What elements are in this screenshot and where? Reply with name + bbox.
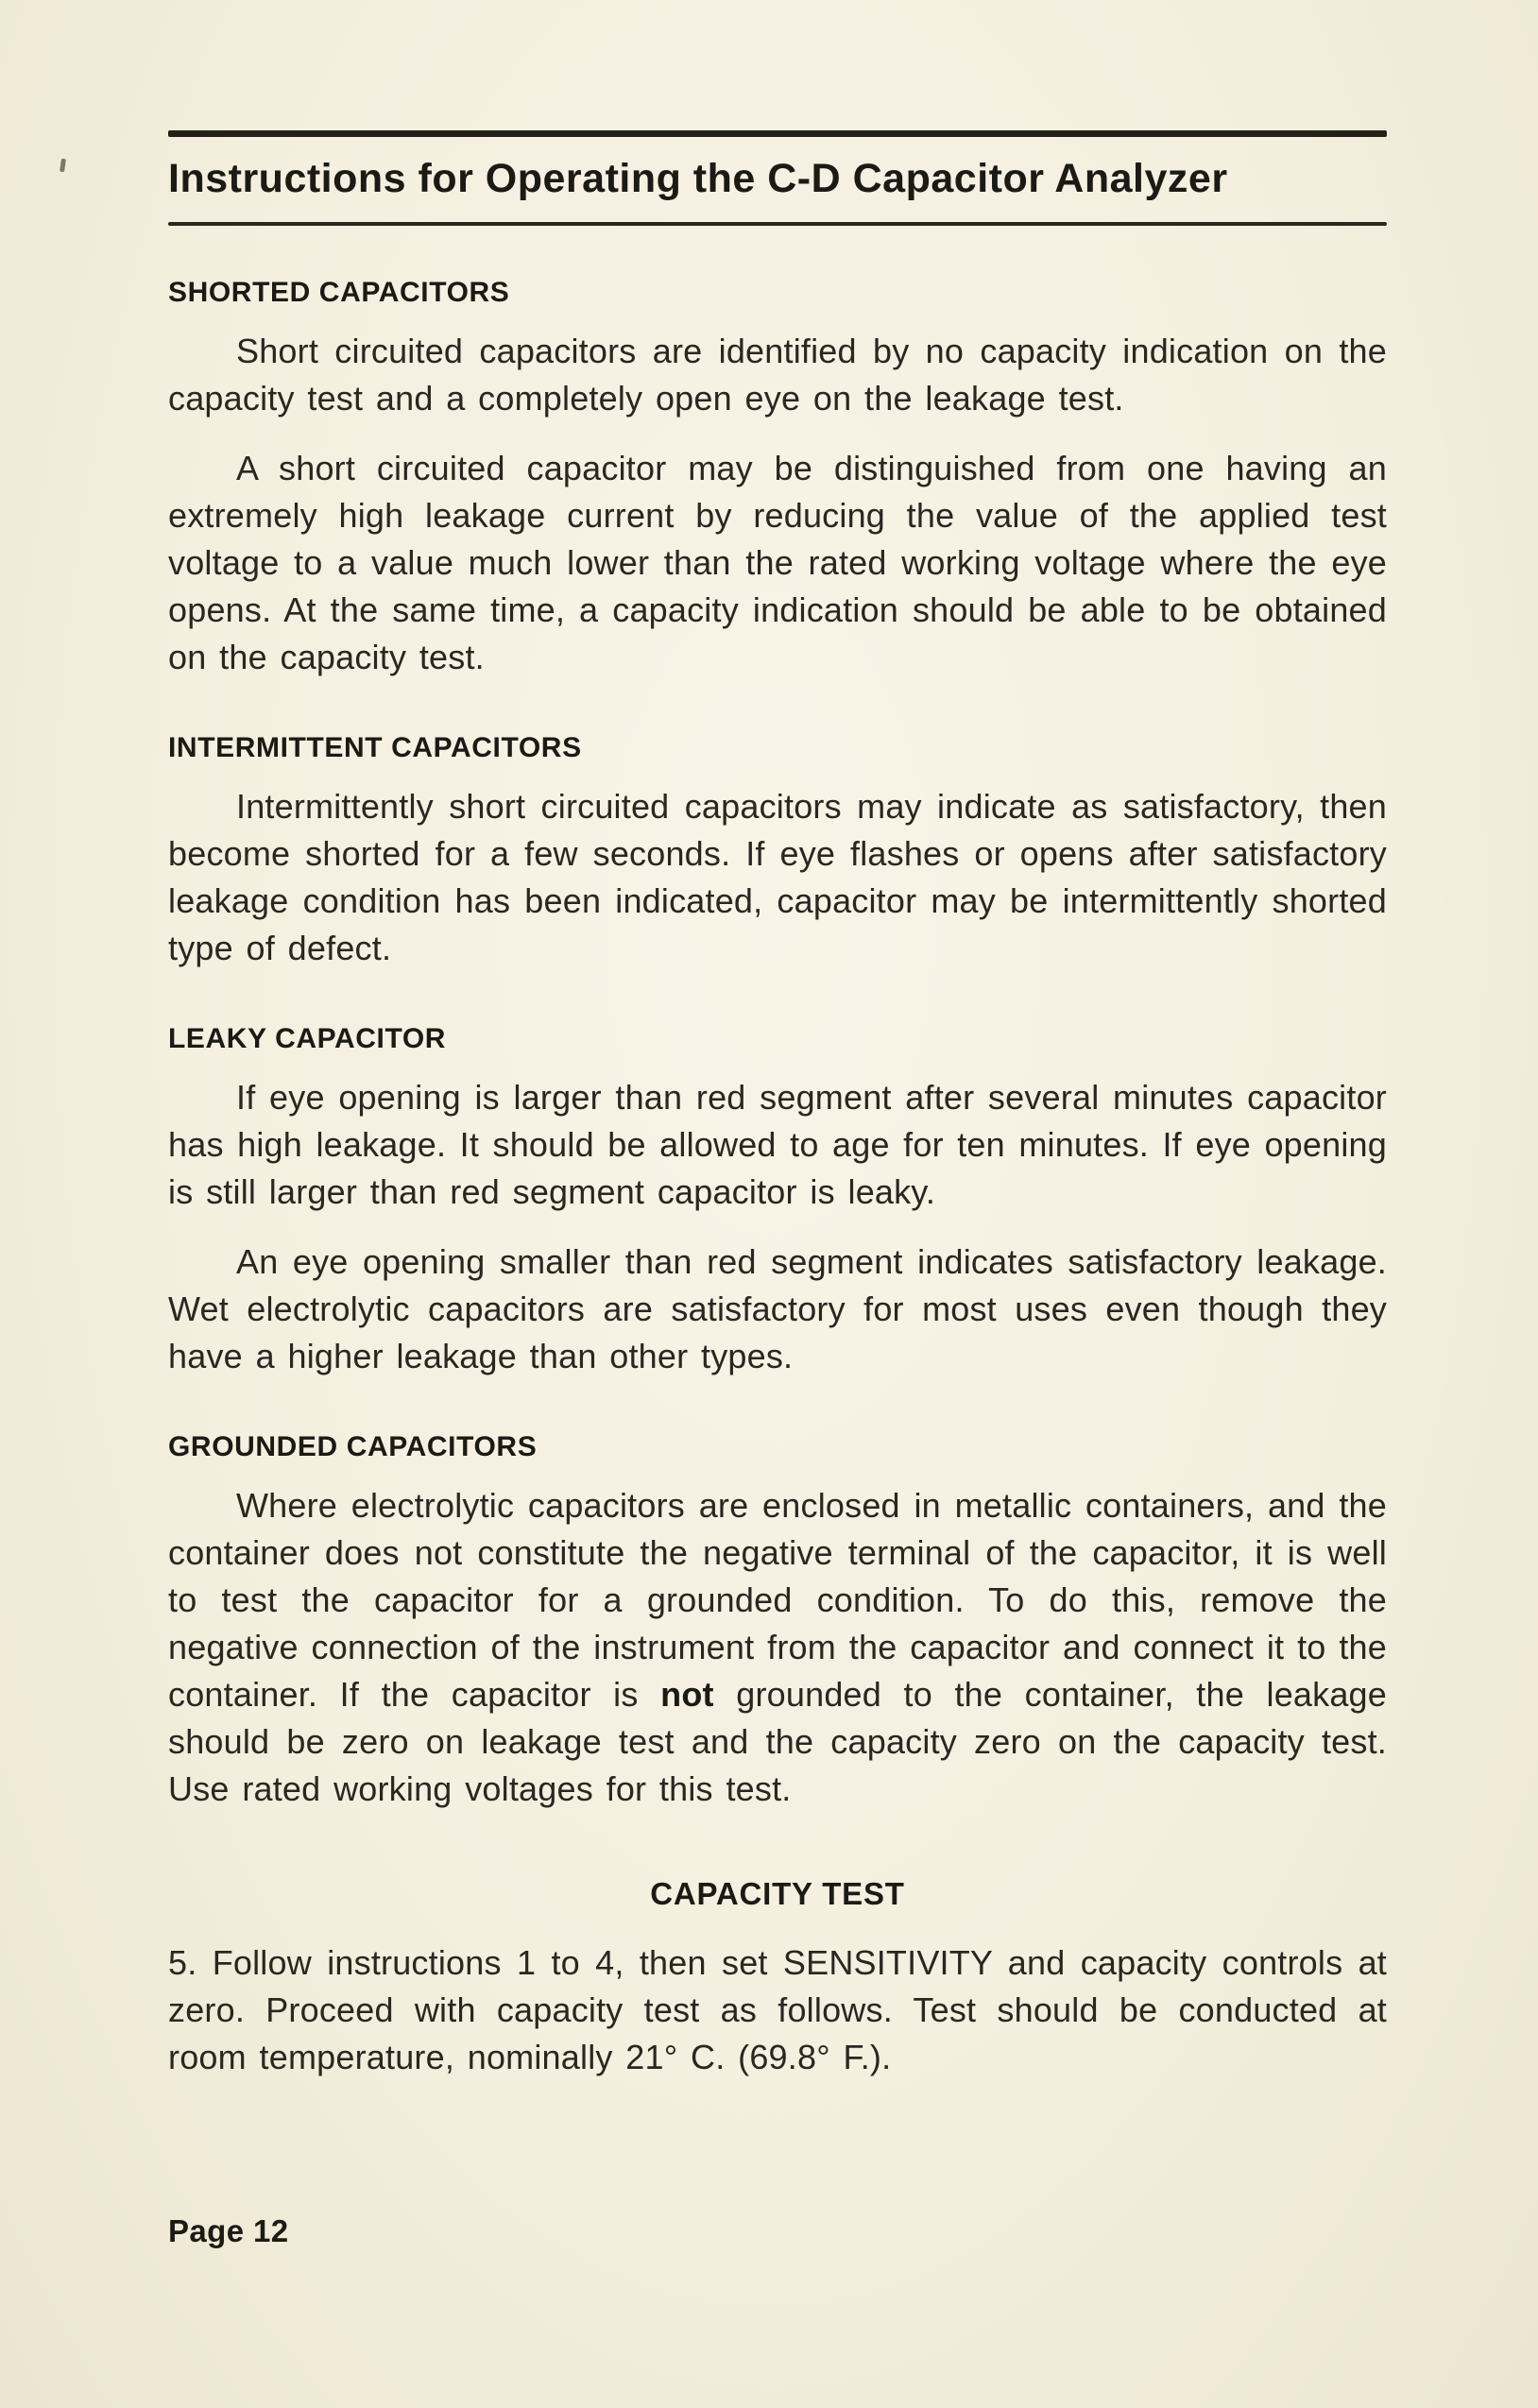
section-heading-grounded: GROUNDED CAPACITORS <box>168 1431 538 1462</box>
section-shorted-capacitors <box>168 275 1387 681</box>
section-intermittent-capacitors <box>168 730 1387 972</box>
paragraph-text: Where electrolytic capacitors are enclosed in metallic containers, and the container does not constitute the negative terminal of the capacitor, it is well to test the capacitor for a grounded condition. To do this, remove the negative connection of the instrument from the capacitor and connect it to the container. If the capacitor is <box>168 1486 1387 1714</box>
section-heading-shorted: SHORTED CAPACITORS <box>168 277 510 308</box>
paragraph-text: grounded to the container, the leakage should be zero on leakage test and the capacity zero on the capacity test. Use rated working voltages for this test. <box>168 1675 1387 1808</box>
paragraph: 5. Follow instructions 1 to 4, then set SENSITIVITY and capacity controls at zero. Proceed with capacity test as follows. Test should be conducted at room temperature, nominally 21° C. (69.8° F.). <box>168 1943 1387 2076</box>
page-header <box>168 130 1387 226</box>
section-grounded-capacitors <box>168 1429 1387 1813</box>
page-body <box>168 275 1387 2081</box>
paragraph: An eye opening smaller than red segment indicates satisfactory leakage. Wet electrolytic capacitors are satisfactory for most uses even though they have a higher leakage than other types. <box>168 1242 1387 1375</box>
section-heading-intermittent: INTERMITTENT CAPACITORS <box>168 732 582 763</box>
emphasized-word: not <box>660 1675 714 1714</box>
section-heading-leaky: LEAKY CAPACITOR <box>168 1023 447 1054</box>
header-rule-bottom <box>168 222 1387 226</box>
section-leaky-capacitor <box>168 1021 1387 1380</box>
section-capacity-test <box>168 1875 1387 2081</box>
page-number: Page 12 <box>168 2213 289 2248</box>
section-heading-capacity-test: CAPACITY TEST <box>650 1876 905 1911</box>
paragraph: Short circuited capacitors are identified by no capacity indication on the capacity test and a completely open eye on the leakage test. <box>168 332 1387 418</box>
scan-artifact <box>60 159 66 173</box>
paragraph: A short circuited capacitor may be distinguished from one having an extremely high leakage current by reducing the value of the applied test voltage to a value much lower than the rated working voltage where the eye opens. At the same time, a capacity indication should be able to be obtained on the capacity test. <box>168 449 1387 676</box>
paragraph: If eye opening is larger than red segment after several minutes capacitor has high leakage. It should be allowed to age for ten minutes. If eye opening is still larger than red segment capacitor is leaky. <box>168 1078 1387 1211</box>
header-rule-top <box>168 130 1387 137</box>
paragraph: Intermittently short circuited capacitors may indicate as satisfactory, then become shorted for a few seconds. If eye flashes or opens after satisfactory leakage condition has been indicated, capacitor may be intermittently shorted type of defect. <box>168 787 1387 967</box>
page-title: Instructions for Operating the C-D Capacitor Analyzer <box>168 156 1228 201</box>
paragraph <box>168 1482 1387 1813</box>
